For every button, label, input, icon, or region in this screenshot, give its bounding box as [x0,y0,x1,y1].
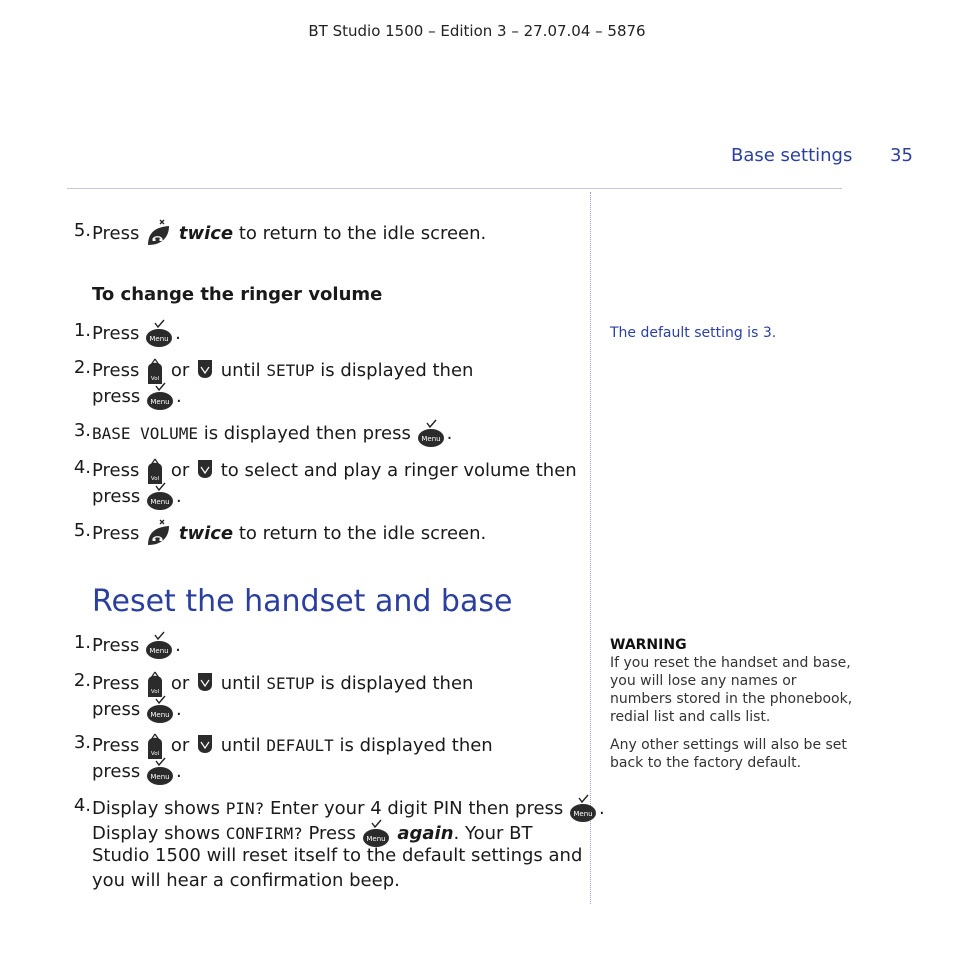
end-call-button-icon [145,519,173,549]
svg-text:Menu: Menu [150,398,170,406]
warning-line: numbers stored in the phonebook, [610,691,853,707]
header-rule [67,188,842,189]
menu-button-icon [146,482,176,512]
svg-text:Menu: Menu [150,773,170,781]
page-number: 35 [890,145,913,166]
warning-line: If you reset the handset and base, [610,655,851,671]
svg-text:Vol: Vol [150,751,160,757]
menu-button-icon [146,757,176,787]
volume-down-button-icon [195,669,215,699]
volume-down-button-icon [195,456,215,486]
warning-title: WARNING [610,637,687,653]
warning-block [610,636,852,772]
svg-text:Vol: Vol [150,376,160,382]
ringer-volume-subheading: To change the ringer volume [92,284,383,305]
menu-button-icon [145,319,175,349]
menu-button-icon [417,419,447,449]
volume-down-button-icon [195,356,215,386]
menu-button-icon [146,382,176,412]
svg-text:Vol: Vol [150,689,160,695]
section-title: Base settings [731,145,853,166]
other-settings-line: Any other settings will also be set [610,737,847,753]
menu-button-icon [569,794,599,824]
step-number: 5. [73,220,91,241]
svg-text:Menu: Menu [150,711,170,719]
svg-text:Menu: Menu [365,835,386,843]
warning-line: redial list and calls list. [610,709,771,725]
menu-button-icon [145,631,175,661]
svg-text:Vol: Vol [150,476,160,482]
svg-text:Menu: Menu [149,647,169,655]
volume-down-button-icon [195,731,215,761]
menu-button-icon [146,695,176,725]
svg-text:Menu: Menu [149,335,169,343]
warning-line: you will lose any names or [610,673,797,689]
edition-note: BT Studio 1500 – Edition 3 – 27.07.04 – 5876 [308,22,646,40]
other-settings-line: back to the factory default. [610,755,802,771]
svg-text:Menu: Menu [150,498,170,506]
end-call-button-icon [145,219,173,249]
reset-heading: Reset the handset and base [92,584,513,619]
default-setting-note: The default setting is 3. [610,325,777,341]
svg-text:Menu: Menu [573,810,593,818]
svg-text:Menu: Menu [420,435,441,443]
